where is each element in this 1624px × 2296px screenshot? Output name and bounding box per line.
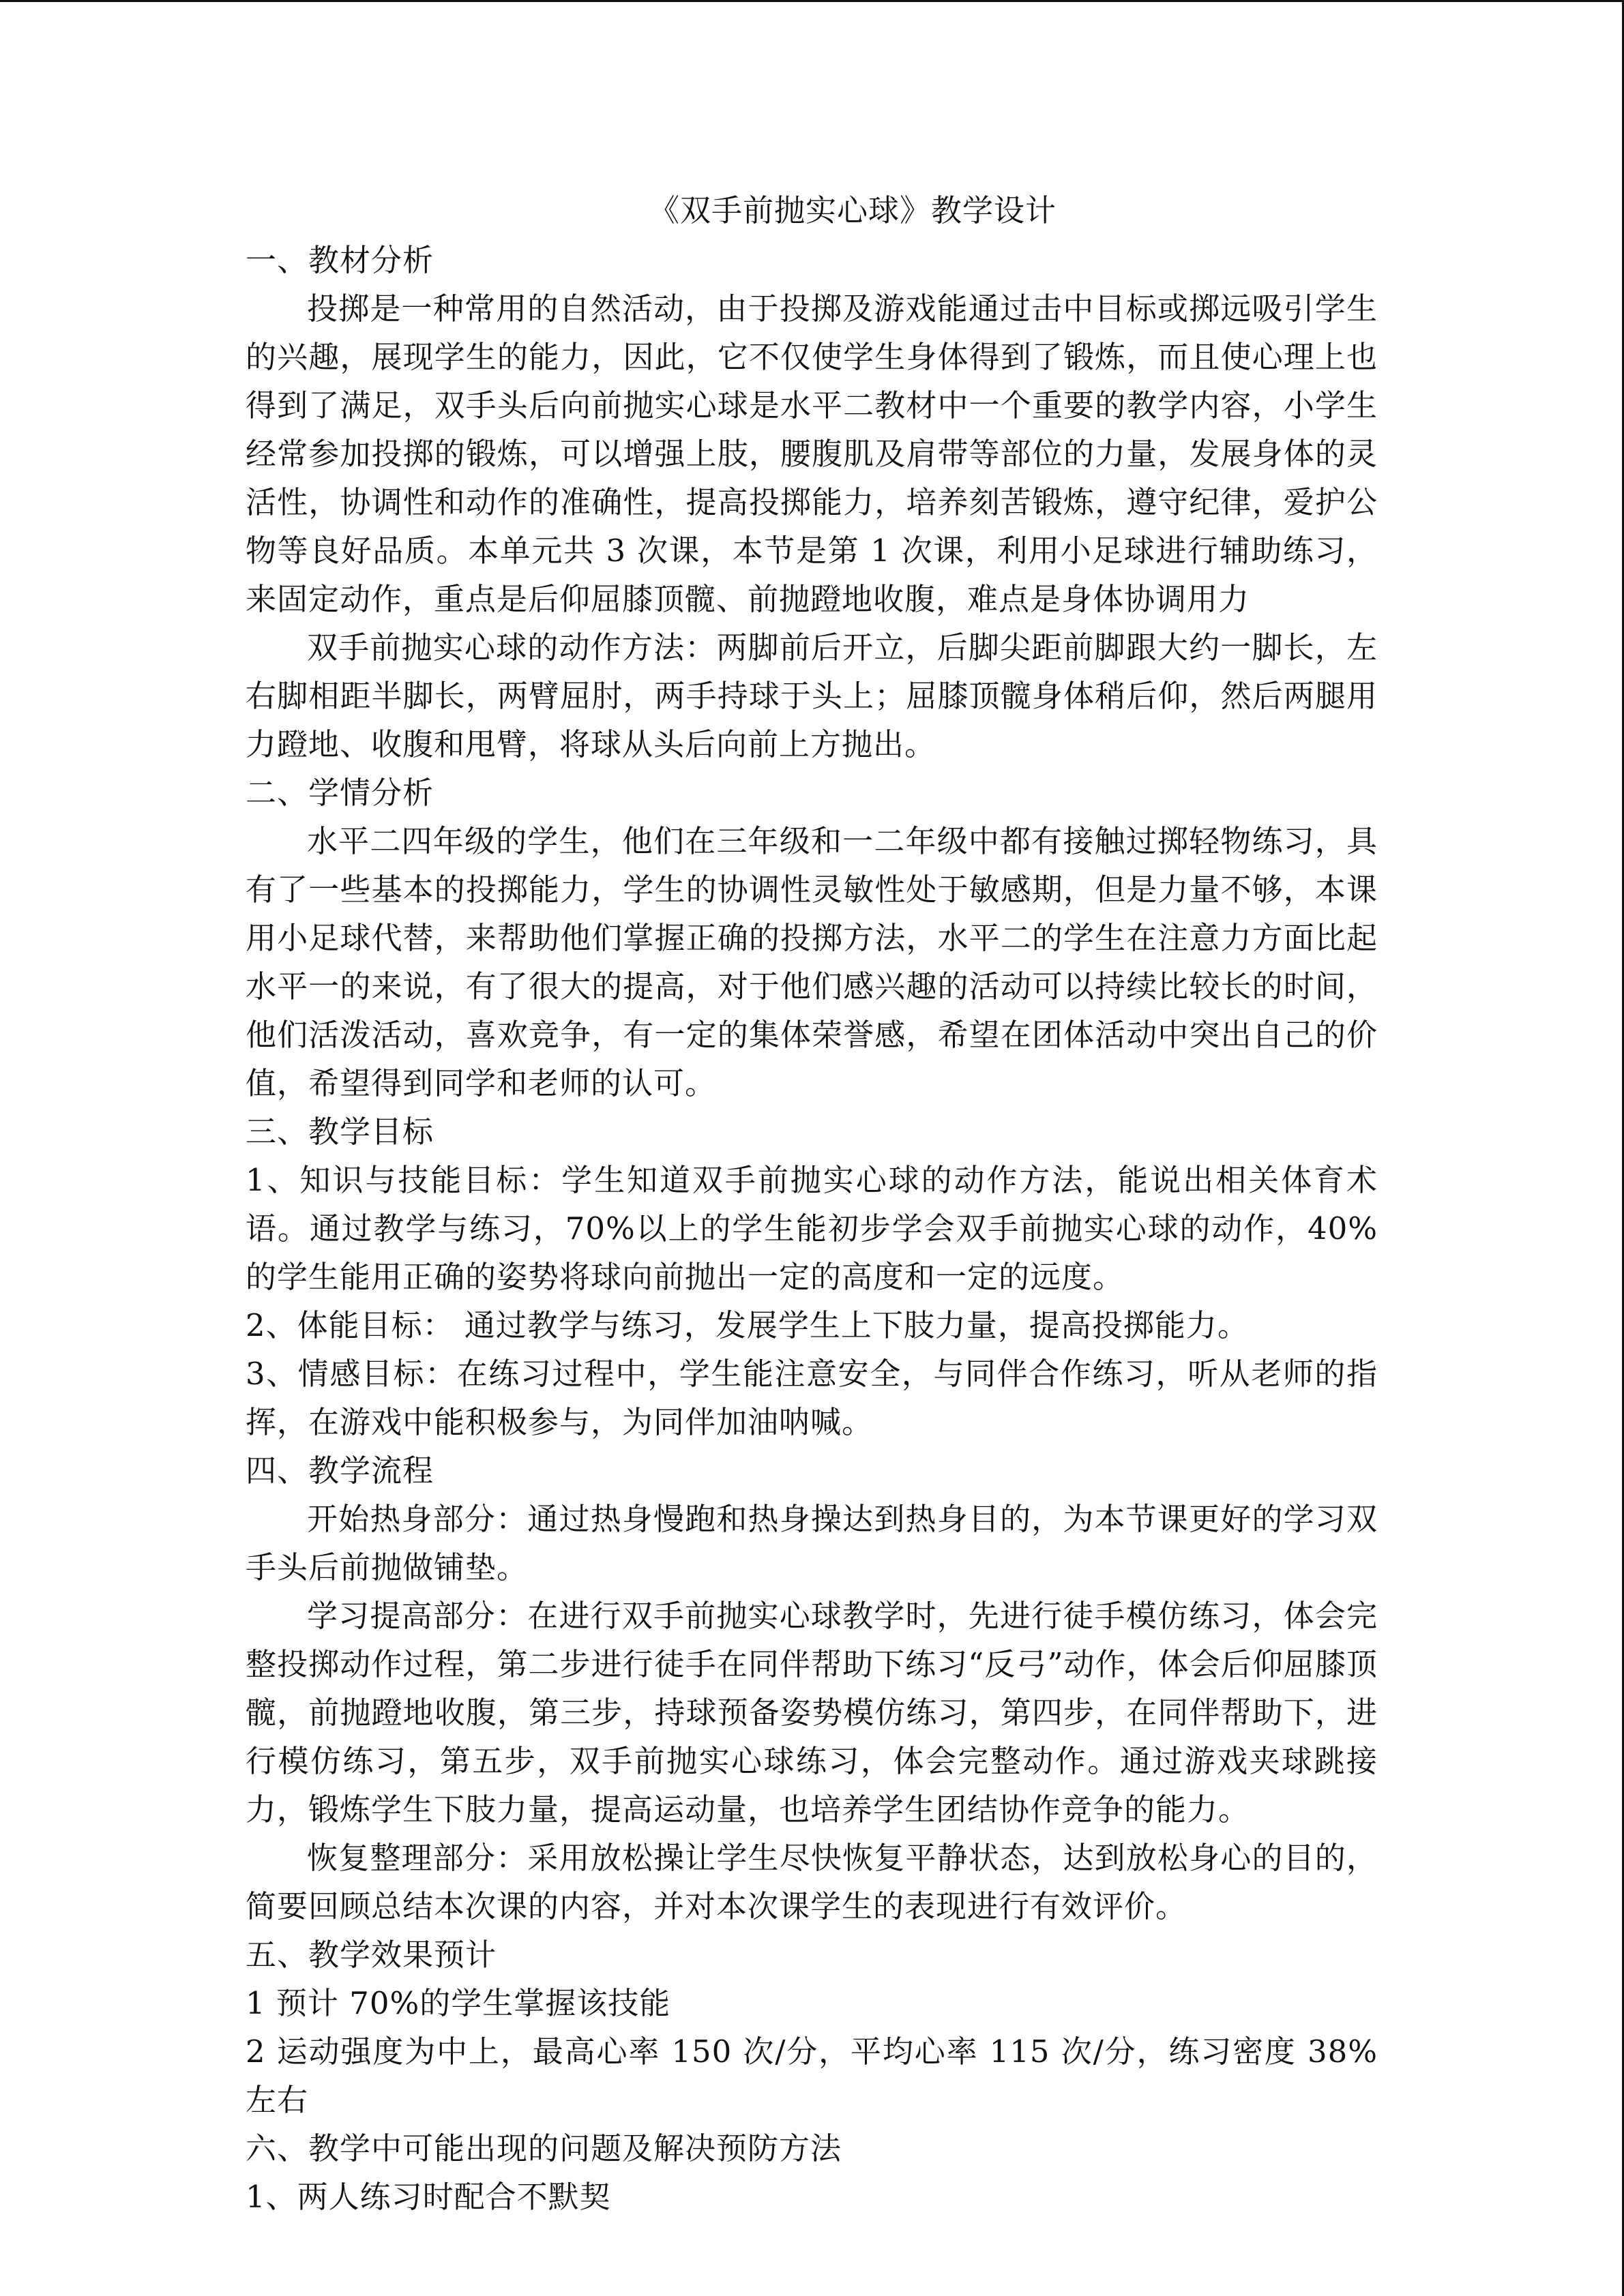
paragraph-movement-method: 双手前抛实心球的动作方法：两脚前后开立，后脚尖距前脚跟大约一脚长，左右脚相距半脚长，两臂屈肘，两手持球于头上；屈膝顶髋身体稍后仰，然后两腿用力蹬地、收腹和甩臂，将球从头后向前上方抛出。 [246,629,1378,762]
document-title: 《双手前抛实心球》教学设计 [648,192,1057,228]
paragraph-learning: 学习提高部分：在进行双手前抛实心球教学时，先进行徒手模仿练习，体会完整投掷动作过程，第二步进行徒手在同伴帮助下练习“反弓”动作，体会后仰屈膝顶髋，前抛蹬地收腹，第三步，持球预备姿势模仿练习，第四步，在同伴帮助下，进行模仿练习，第五步，双手前抛实心球练习，体会完整动作。通过游戏夹球跳接力，锻炼学生下肢力量，提高运动量，也培养学生团结协作竞争的能力。 [246,1598,1378,1828]
paragraph-warmup: 开始热身部分：通过热身慢跑和热身操达到热身目的，为本节课更好的学习双手头后前抛做铺垫。 [246,1501,1378,1585]
section-heading-teaching-goals: 三、教学目标 [246,1114,434,1150]
goal-item-emotional: 3、情感目标：在练习过程中，学生能注意安全，与同伴合作练习，听从老师的指挥，在游戏中能积极参与，为同伴加油呐喊。 [246,1356,1378,1440]
section-heading-teaching-process: 四、教学流程 [246,1452,434,1489]
document-body [246,186,1378,2221]
section-heading-expected-effect: 五、教学效果预计 [246,1937,497,1973]
section-heading-textbook-analysis: 一、教材分析 [246,242,434,278]
paragraph-recovery: 恢复整理部分：采用放松操让学生尽快恢复平静状态，达到放松身心的目的，简要回顾总结本次课的内容，并对本次课学生的表现进行有效评价。 [246,1840,1378,1924]
paragraph-textbook-analysis: 投掷是一种常用的自然活动，由于投掷及游戏能通过击中目标或掷远吸引学生的兴趣，展现学生的能力，因此，它不仅使学生身体得到了锻炼，而且使心理上也得到了满足，双手头后向前抛实心球是水平二教材中一个重要的教学内容，小学生经常参加投掷的锻炼，可以增强上肢，腰腹肌及肩带等部位的力量，发展身体的灵活性，协调性和动作的准确性，提高投掷能力，培养刻苦锻炼，遵守纪律，爱护公物等良好品质。本单元共 3 次课，本节是第 1 次课，利用小足球进行辅助练习，来固定动作，重点是后仰屈膝顶髋、前抛蹬地收腹，难点是身体协调用力 [246,290,1378,617]
paragraph-student-analysis: 水平二四年级的学生，他们在三年级和一二年级中都有接触过掷轻物练习，具有了一些基本的投掷能力，学生的协调性灵敏性处于敏感期，但是力量不够，本课用小足球代替，来帮助他们掌握正确的投掷方法，水平二的学生在注意力方面比起水平一的来说，有了很大的提高，对于他们感兴趣的活动可以持续比较长的时间，他们活泼活动，喜欢竞争，有一定的集体荣誉感，希望在团体活动中突出自己的价值，希望得到同学和老师的认可。 [246,823,1378,1101]
effect-item-intensity: 2 运动强度为中上，最高心率 150 次/分，平均心率 115 次/分，练习密度 38%左右 [246,2033,1378,2118]
goal-item-physical: 2、体能目标： 通过教学与练习，发展学生上下肢力量，提高投掷能力。 [246,1307,1249,1343]
section-heading-student-analysis: 二、学情分析 [246,775,434,811]
goal-item-knowledge-skill: 1、知识与技能目标：学生知道双手前抛实心球的动作方法，能说出相关体育术语。通过教学与练习，70%以上的学生能初步学会双手前抛实心球的动作，40%的学生能用正确的姿势将球向前抛出一定的高度和一定的远度。 [246,1162,1378,1295]
effect-item-mastery: 1 预计 70%的学生掌握该技能 [246,1985,671,2021]
problem-item-cooperation: 1、两人练习时配合不默契 [246,2179,611,2215]
section-heading-problems: 六、教学中可能出现的问题及解决预防方法 [246,2130,842,2166]
